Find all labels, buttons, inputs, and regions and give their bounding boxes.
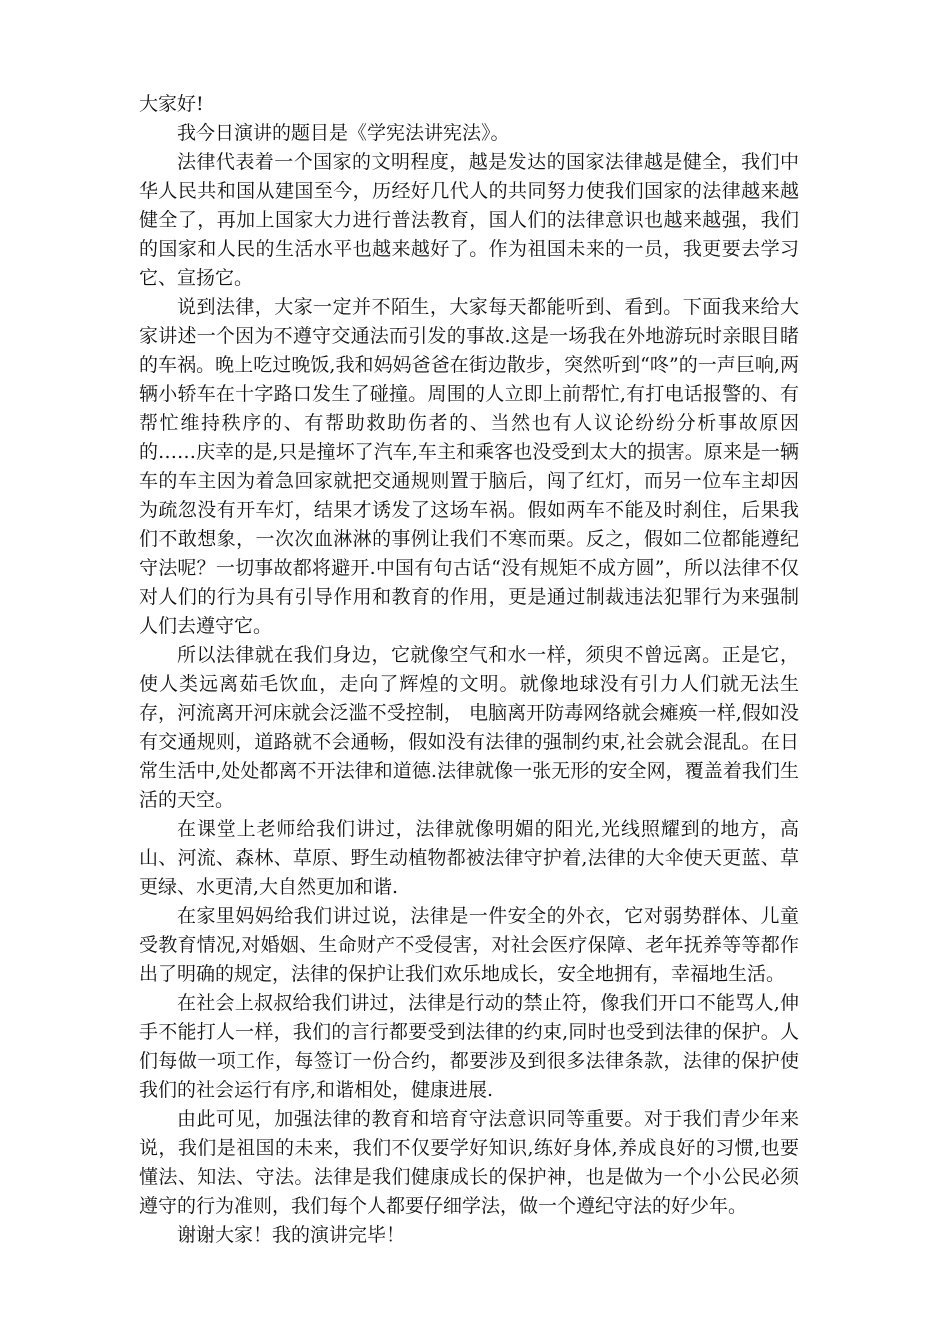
document-body bbox=[139, 90, 799, 1250]
body-paragraph: 在社会上叔叔给我们讲过，法律是行动的禁止符，像我们开口不能骂人,伸手不能打人一样，我们的言行都要受到法律的约束,同时也受到法律的保护。人们每做一项工作，每签订一份合约，都要涉及到很多法律条款，法律的保护使我们的社会运行有序,和谐相处，健康进展. bbox=[139, 992, 799, 1101]
greeting-paragraph: 大家好! bbox=[139, 93, 204, 115]
body-paragraph: 在课堂上老师给我们讲过，法律就像明媚的阳光,光线照耀到的地方，高山、河流、森林、草原、野生动植物都被法律守护着,法律的大伞使天更蓝、草更绿、水更清,大自然更加和谐. bbox=[139, 818, 799, 898]
body-paragraph: 由此可见，加强法律的教育和培育守法意识同等重要。对于我们青少年来说，我们是祖国的未来，我们不仅要学好知识,练好身体,养成良好的习惯,也要懂法、知法、守法。法律是我们健康成长的保护神，也是做为一个小公民必须遵守的行为准则，我们每个人都要仔细学法，做一个遵纪守法的好少年。 bbox=[139, 1108, 799, 1217]
body-paragraph: 说到法律，大家一定并不陌生，大家每天都能听到、看到。下面我来给大家讲述一个因为不遵守交通法而引发的事故.这是一场我在外地游玩时亲眼目睹的车祸。晚上吃过晚饭,我和妈妈爸爸在街边散步，突然听到“咚”的一声巨响,两辆小轿车在十字路口发生了碰撞。周围的人立即上前帮忙,有打电话报警的、有帮忙维持秩序的、有帮助救助伤者的、当然也有人议论纷纷分析事故原因的……庆幸的是,只是撞坏了汽车,车主和乘客也没受到太大的损害。原来是一辆车的车主因为着急回家就把交通规则置于脑后，闯了红灯，而另一位车主却因为疏忽没有开车灯，结果才诱发了这场车祸。假如两车不能及时刹住，后果我们不敢想象，一次次血淋淋的事例让我们不寒而栗。反之，假如二位都能遵纪守法呢？一切事故都将避开.中国有句古话“没有规矩不成方圆”，所以法律不仅对人们的行为具有引导作用和教育的作用，更是通过制裁违法犯罪行为来强制人们去遵守它。 bbox=[139, 296, 799, 637]
closing-paragraph: 谢谢大家！我的演讲完毕！ bbox=[177, 1224, 406, 1246]
body-paragraph: 法律代表着一个国家的文明程度，越是发达的国家法律越是健全，我们中华人民共和国从建国至今，历经好几代人的共同努力使我们国家的法律越来越健全了，再加上国家大力进行普法教育，国人们的法律意识也越来越强，我们的国家和人民的生活水平也越来越好了。作为祖国未来的一员，我更要去学习它、宣扬它。 bbox=[139, 151, 799, 289]
body-paragraph: 在家里妈妈给我们讲过说，法律是一件安全的外衣，它对弱势群体、儿童受教育情况,对婚姻、生命财产不受侵害，对社会医疗保障、老年抚养等等都作出了明确的规定，法律的保护让我们欢乐地成长，安全地拥有，幸福地生活。 bbox=[139, 905, 799, 985]
body-paragraph: 所以法律就在我们身边，它就像空气和水一样，须臾不曾远离。正是它，使人类远离茹毛饮血，走向了辉煌的文明。就像地球没有引力人们就无法生存，河流离开河床就会泛滥不受控制， 电脑离开防毒网络就会瘫痪一样,假如没有交通规则，道路就不会通畅，假如没有法律的强制约束,社会就会混乱。在日常生活中,处处都离不开法律和道德.法律就像一张无形的安全网，覆盖着我们生活的天空。 bbox=[139, 644, 799, 811]
topic-paragraph: 我今日演讲的题目是《学宪法讲宪法》。 bbox=[177, 122, 510, 144]
